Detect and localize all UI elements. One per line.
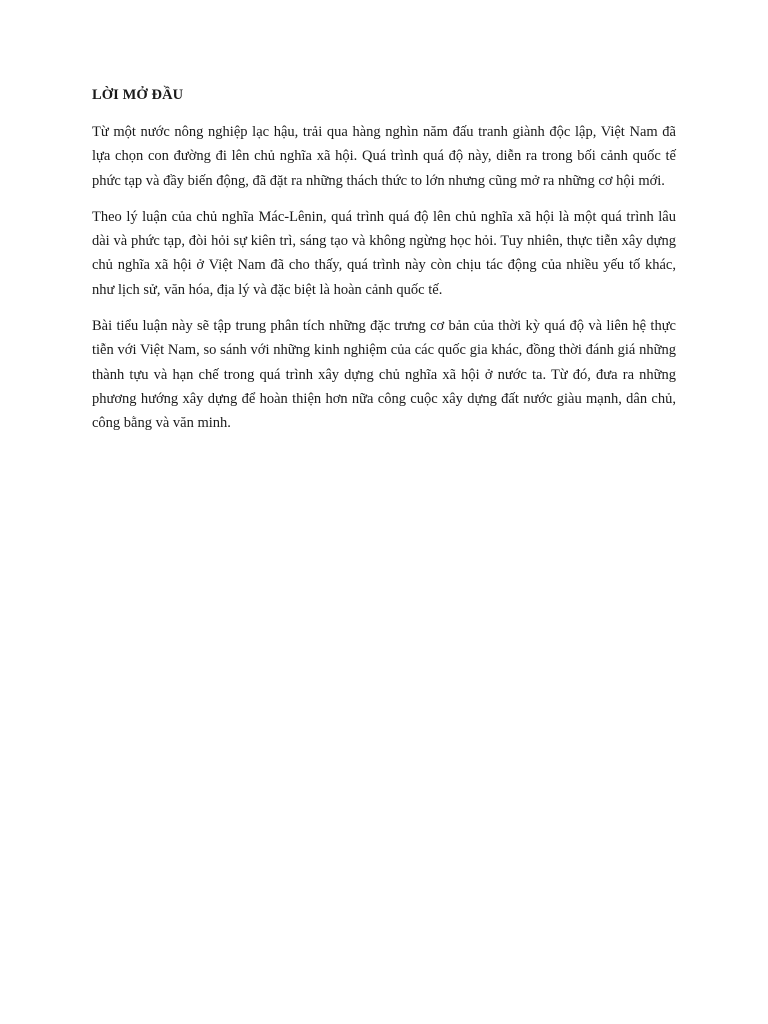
section-heading: LỜI MỞ ĐẦU <box>92 87 184 103</box>
paragraph-2: Theo lý luận của chủ nghĩa Mác-Lênin, quá trình quá độ lên chủ nghĩa xã hội là một quá trình lâu dài và phức tạp, đòi hỏi sự kiên trì, sáng tạo và không ngừng học hỏi. Tuy nhiên, thực tiễn xây dựng chủ nghĩa xã hội ở Việt Nam đã cho thấy, quá trình này còn chịu tác động của nhiều yếu tố khác, như lịch sử, văn hóa, địa lý và đặc biệt là hoàn cảnh quốc tế. <box>92 208 676 298</box>
paragraph-1: Từ một nước nông nghiệp lạc hậu, trải qua hàng nghìn năm đấu tranh giành độc lập, Việt Nam đã lựa chọn con đường đi lên chủ nghĩa xã hội. Quá trình quá độ này, diễn ra trong bối cảnh quốc tế phức tạp và đầy biến động, đã đặt ra những thách thức to lớn nhưng cũng mở ra những cơ hội mới. <box>92 124 676 189</box>
paragraph-3: Bài tiểu luận này sẽ tập trung phân tích những đặc trưng cơ bản của thời kỳ quá độ và liên hệ thực tiễn với Việt Nam, so sánh với những kinh nghiệm của các quốc gia khác, đồng thời đánh giá những thành tựu và hạn chế trong quá trình xây dựng chủ nghĩa xã hội ở nước ta. Từ đó, đưa ra những phương hướng xây dựng để hoàn thiện hơn nữa công cuộc xây dựng đất nước giàu mạnh, dân chủ, công bằng và văn minh. <box>92 318 676 432</box>
